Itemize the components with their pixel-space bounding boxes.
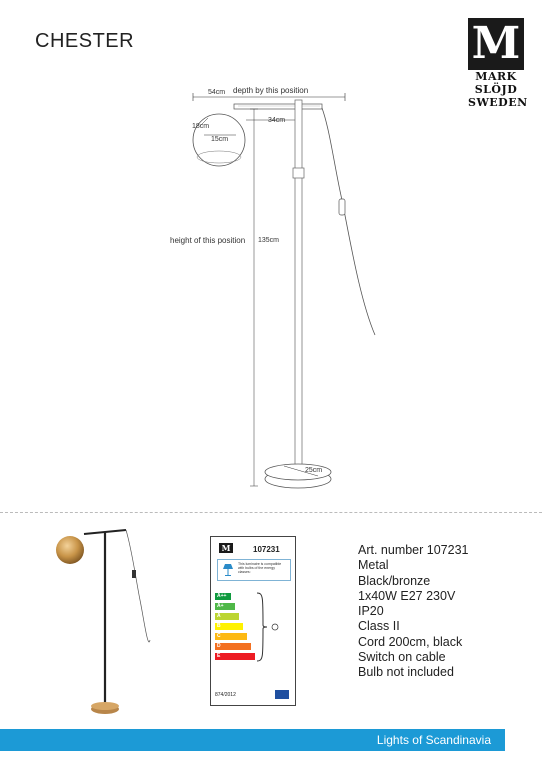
section-divider bbox=[0, 512, 542, 513]
dim-depth-label: depth by this position bbox=[233, 86, 309, 95]
energy-class-bar: A+ bbox=[215, 603, 235, 610]
footer-bar bbox=[0, 729, 505, 751]
spec-bulb: 1x40W E27 230V bbox=[358, 588, 456, 603]
energy-class-bar: A++ bbox=[215, 593, 231, 600]
energy-class-bar: A bbox=[215, 613, 239, 620]
energy-notice-box bbox=[217, 559, 291, 581]
logo-letter: M bbox=[468, 18, 524, 70]
spec-ip: IP20 bbox=[358, 604, 384, 619]
spec-bulb-note: Bulb not included bbox=[358, 665, 454, 680]
dim-base: 25cm bbox=[305, 467, 323, 474]
product-photo bbox=[40, 520, 170, 720]
spec-material: Metal bbox=[358, 558, 389, 573]
energy-notice-text: This luminaire is compatible with bulbs of the energy classes: bbox=[238, 562, 282, 575]
dim-shade-height: 18cm bbox=[192, 123, 210, 130]
energy-class-bar: C bbox=[215, 633, 247, 640]
footer-tagline: Lights of Scandinavia bbox=[376, 733, 491, 747]
spec-cord: Cord 200cm, black bbox=[358, 634, 463, 649]
lamp-icon bbox=[222, 563, 234, 577]
spec-class: Class II bbox=[358, 619, 400, 634]
class-bracket-icon bbox=[255, 591, 283, 663]
dim-height: 135cm bbox=[258, 237, 280, 244]
logo-line-1: MARK bbox=[475, 70, 517, 83]
spec-list bbox=[358, 543, 469, 681]
energy-class-bar: B bbox=[215, 623, 243, 630]
product-title: CHESTER bbox=[35, 30, 135, 52]
energy-article-number: 107231 bbox=[253, 545, 280, 554]
logo-line-2: SLÖJD bbox=[474, 83, 518, 96]
dim-shade-width: 15cm bbox=[211, 136, 229, 143]
logo-line-3: SWEDEN bbox=[468, 96, 528, 109]
energy-logo: M bbox=[219, 543, 233, 553]
eu-flag-icon bbox=[275, 690, 289, 699]
dim-arm: 34cm bbox=[268, 117, 286, 124]
energy-class-bar: E bbox=[215, 653, 255, 660]
energy-regulation: 874/2012 bbox=[215, 692, 236, 698]
spec-color: Black/bronze bbox=[358, 573, 431, 588]
dim-width: 54cm bbox=[208, 89, 226, 96]
energy-class-bar: D bbox=[215, 643, 251, 650]
energy-label bbox=[210, 536, 296, 706]
spec-switch: Switch on cable bbox=[358, 650, 446, 665]
dim-height-label: height of this position bbox=[170, 236, 246, 245]
spec-article: Art. number 107231 bbox=[358, 543, 469, 557]
